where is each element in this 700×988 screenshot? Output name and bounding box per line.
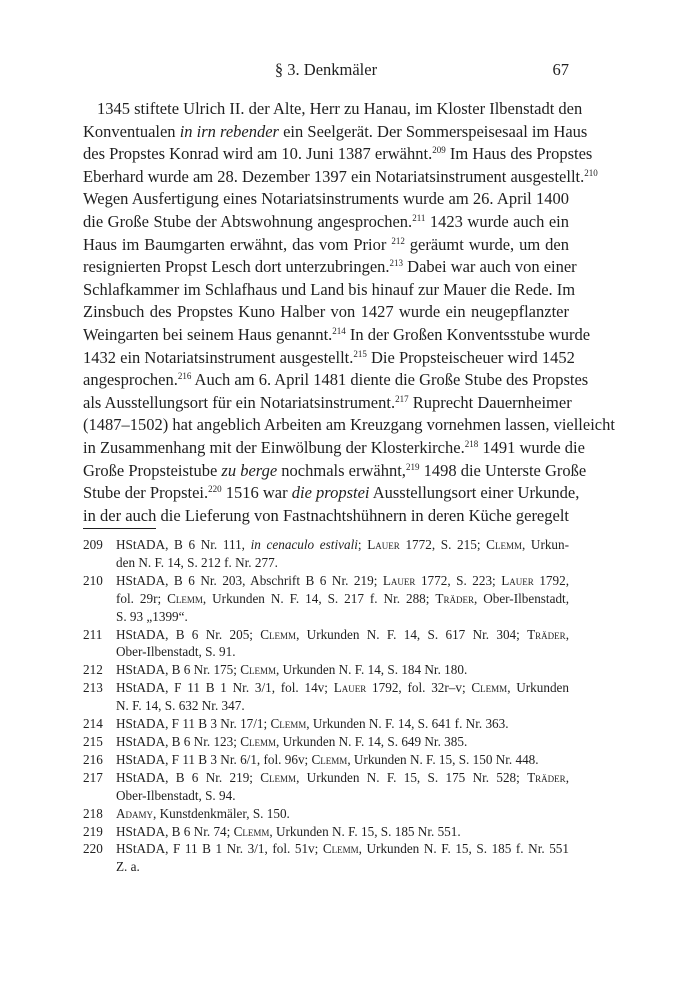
- footnote-line: den N. F. 14, S. 212 f. Nr. 277.: [116, 554, 278, 570]
- body-text: [83, 98, 615, 527]
- paragraph-line: 1432 ein Notariatsinstrument ausgestellt.$^{215}$ Die Propsteischeuer wird 1452: [83, 347, 575, 367]
- footnote-number: 217: [83, 769, 103, 785]
- footnote-line: HStADA, B 6 Nr. 123; Clemm, Urkunden N. F. 14, S. 649 Nr. 385.: [116, 733, 468, 749]
- paragraph-line: die Große Stube der Abtswohnung angesprochen.$^{211}$ 1423 wurde auch ein: [83, 211, 569, 231]
- footnote-line: Adamy, Kunstdenkmäler, S. 150.: [116, 805, 290, 821]
- footnote: [83, 733, 569, 751]
- footnote-reference: 217: [395, 393, 409, 404]
- paragraph-line: Haus im Baumgarten erwähnt, das vom Prior $^{212}$ geräumt wurde, um den: [83, 234, 569, 254]
- footnote-reference: 216: [177, 371, 192, 382]
- paragraph-line: Konventualen in irn rebender ein Seelgerät. Der Sommerspeisesaal im Haus: [83, 121, 588, 141]
- footnote-number: 209: [83, 537, 103, 552]
- footnote-reference: 211: [412, 212, 426, 223]
- footnote-line: Ober-Ilbenstadt, S. 91.: [116, 644, 236, 660]
- footnote: [83, 679, 569, 715]
- footnote-line: Z. a.: [116, 859, 140, 875]
- footnote-line: HStADA, F 11 B 3 Nr. 6/1, fol. 96v; Clemm, Urkunden N. F. 15, S. 150 Nr. 448.: [116, 751, 539, 767]
- footnote-separator: [83, 528, 156, 529]
- footnote-number: 216: [83, 751, 103, 767]
- paragraph-line: Zinsbuch des Propstes Kuno Halber von 1427 wurde ein neugepflanzter: [83, 302, 569, 322]
- footnote: [83, 769, 569, 805]
- footnote-line: N. F. 14, S. 632 Nr. 347.: [116, 698, 245, 714]
- footnote: [83, 840, 569, 876]
- paragraph-line: resignierten Propst Lesch dort unterzubringen.$^{213}$ Dabei war auch von einer: [83, 257, 577, 277]
- footnote-line: HStADA, B 6 Nr. 203, Abschrift B 6 Nr. 219; Lauer 1772, S. 223; Lauer 1792,: [116, 572, 569, 588]
- footnote-number: 212: [83, 662, 103, 678]
- footnote-number: 218: [83, 805, 103, 821]
- running-title: § 3. Denkmäler: [274, 60, 378, 79]
- footnote: [83, 572, 569, 626]
- footnote-line: HStADA, F 11 B 1 Nr. 3/1, fol. 14v; Lauer 1792, fol. 32r–v; Clemm, Urkunden: [116, 680, 569, 696]
- paragraph-line: als Ausstellungsort für ein Notariatsinstrument.$^{217}$ Ruprecht Dauernheimer: [83, 392, 572, 412]
- footnotes: [83, 536, 569, 876]
- footnote: [83, 661, 569, 679]
- footnote-number: 213: [83, 680, 103, 696]
- footnote-line: Ober-Ilbenstadt, S. 94.: [116, 787, 236, 803]
- paragraph-line: Weingarten bei seinem Haus genannt.$^{214}$ In der Großen Konventsstube wurde: [83, 324, 591, 344]
- footnote-line: HStADA, B 6 Nr. 74; Clemm, Urkunden N. F. 15, S. 185 Nr. 551.: [116, 823, 461, 839]
- footnote-number: 220: [83, 841, 103, 857]
- paragraph-line: Wegen Ausfertigung eines Notariatsinstruments wurde am 26. April 1400: [83, 189, 569, 209]
- footnote-reference: 210: [584, 167, 598, 178]
- paragraph-line: angesprochen.$^{216}$ Auch am 6. April 1481 diente die Große Stube des Propstes: [83, 370, 589, 390]
- footnote-number: 211: [83, 626, 103, 642]
- footnote-reference: 214: [332, 325, 346, 336]
- paragraph-line: Stube der Propstei.$^{220}$ 1516 war die propstei Ausstellungsort einer Urkunde,: [83, 483, 580, 503]
- footnote-line: HStADA, B 6 Nr. 175; Clemm, Urkunden N. F. 14, S. 184 Nr. 180.: [116, 662, 468, 678]
- footnote-line: fol. 29r; Clemm, Urkunden N. F. 14, S. 217 f. Nr. 288; Träder, Ober-Ilbenstadt,: [116, 590, 569, 606]
- paragraph-line: Eberhard wurde am 28. Dezember 1397 ein Notariatsinstrument ausgestellt.$^{210}$: [83, 166, 598, 186]
- footnote-number: 219: [83, 823, 103, 839]
- footnote-line: S. 93 „1399“.: [116, 608, 188, 624]
- footnote-number: 210: [83, 572, 103, 588]
- paragraph-line: 1345 stiftete Ulrich II. der Alte, Herr zu Hanau, im Kloster Ilbenstadt den: [97, 99, 583, 118]
- footnote: [83, 715, 569, 733]
- running-head: [83, 60, 569, 82]
- footnote-line: HStADA, F 11 B 1 Nr. 3/1, fol. 51v; Clemm, Urkunden N. F. 15, S. 185 f. Nr. 551: [116, 841, 569, 857]
- paragraph-line: in der auch die Lieferung von Fastnachtshühnern in deren Küche geregelt: [83, 505, 569, 525]
- footnote-line: HStADA, B 6 Nr. 111, in cenaculo estivali; Lauer 1772, S. 215; Clemm, Urkun-: [116, 537, 570, 552]
- footnote: [83, 751, 569, 769]
- page-number: 67: [552, 60, 569, 79]
- footnote: [83, 805, 569, 823]
- footnote-reference: 219: [405, 461, 420, 472]
- footnote-line: HStADA, F 11 B 3 Nr. 17/1; Clemm, Urkunden N. F. 14, S. 641 f. Nr. 363.: [116, 716, 509, 732]
- footnote-line: HStADA, B 6 Nr. 219; Clemm, Urkunden N. F. 15, S. 175 Nr. 528; Träder,: [116, 769, 569, 785]
- footnote-reference: 213: [389, 258, 404, 269]
- paragraph-line: Große Propsteistube zu berge nochmals erwähnt,$^{219}$ 1498 die Unterste Große: [83, 460, 587, 480]
- footnote-number: 215: [83, 733, 103, 749]
- footnote-reference: 215: [353, 348, 367, 359]
- footnote-reference: 209: [432, 145, 446, 156]
- footnote-number: 214: [83, 716, 103, 732]
- footnote: [83, 823, 569, 841]
- footnote-reference: 218: [464, 438, 479, 449]
- footnote-line: HStADA, B 6 Nr. 205; Clemm, Urkunden N. F. 14, S. 617 Nr. 304; Träder,: [116, 626, 569, 642]
- paragraph-line: (1487–1502) hat angeblich Arbeiten am Kreuzgang vornehmen lassen, vielleicht: [83, 415, 615, 435]
- footnote: [83, 626, 569, 662]
- paragraph-line: Schlafkammer im Schlafhaus und Land bis hinauf zur Mauer die Rede. Im: [83, 279, 576, 299]
- footnote-reference: 212: [391, 235, 405, 246]
- paragraph-line: des Propstes Konrad wird am 10. Juni 1387 erwähnt.$^{209}$ Im Haus des Propstes: [83, 144, 593, 164]
- footnote-reference: 220: [208, 484, 222, 495]
- footnote: [83, 536, 569, 572]
- paragraph-line: in Zusammenhang mit der Einwölbung der Klosterkirche.$^{218}$ 1491 wurde die: [83, 437, 585, 457]
